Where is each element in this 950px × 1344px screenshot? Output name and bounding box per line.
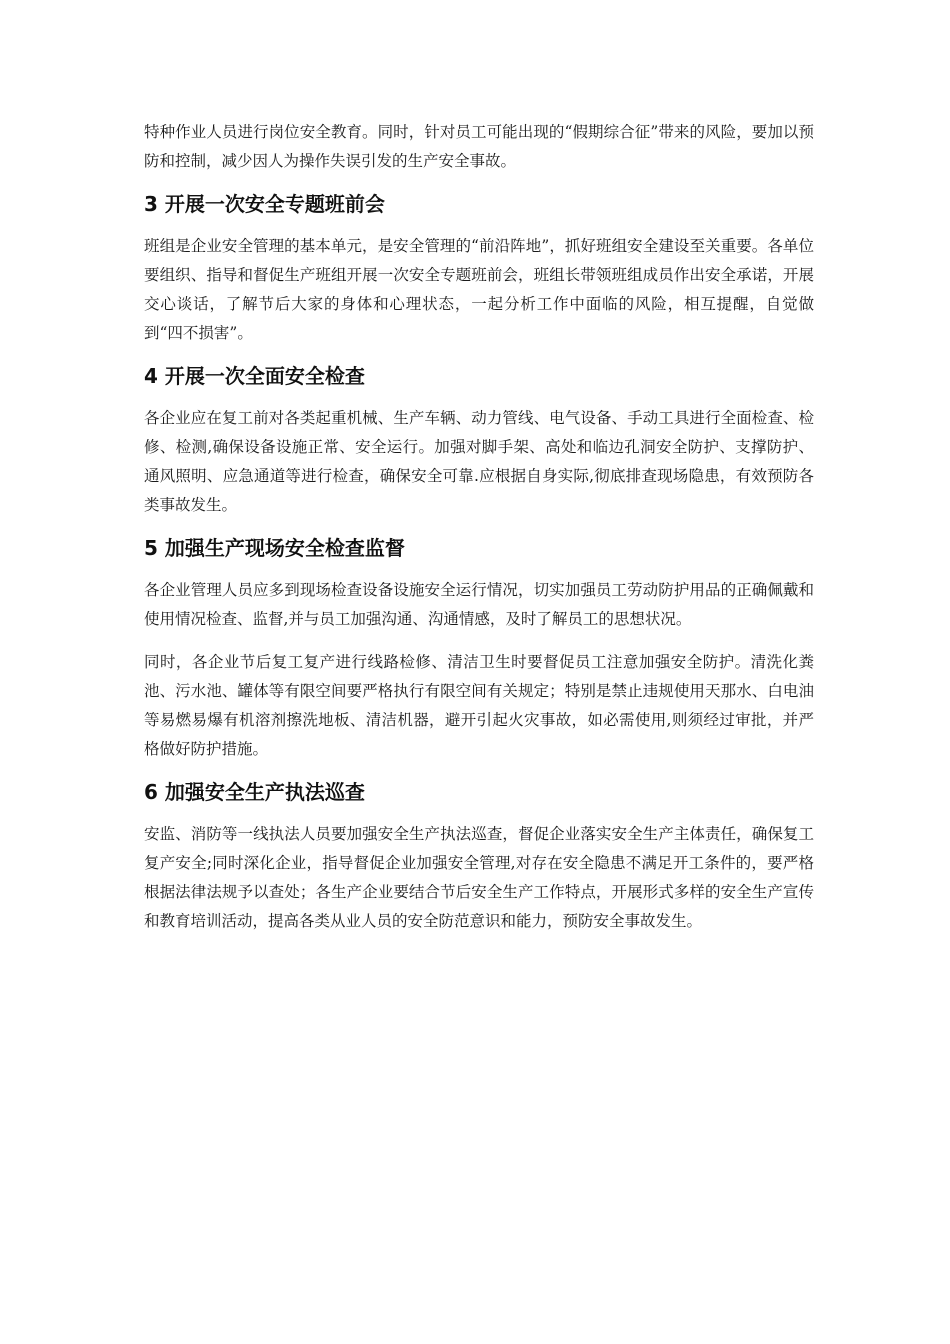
section-paragraph: 各企业应在复工前对各类起重机械、生产车辆、动力管线、电气设备、手动工具进行全面检查、检修、检测,确保设备设施正常、安全运行。加强对脚手架、高处和临边孔洞安全防护、支撑防护、通风照明、应急通道等进行检查，确保安全可靠.应根据自身实际,彻底排查现场隐患，有效预防各类事故发生。 <box>144 409 814 514</box>
section-paragraph: 安监、消防等一线执法人员要加强安全生产执法巡查，督促企业落实安全生产主体责任，确保复工复产安全;同时深化企业，指导督促企业加强安全管理,对存在安全隐患不满足开工条件的，要严格根据法律法规予以查处；各生产企业要结合节后安全生产工作特点，开展形式多样的安全生产宣传和教育培训活动，提高各类从业人员的安全防范意识和能力，预防安全事故发生。 <box>144 825 814 930</box>
section-3 <box>144 190 814 348</box>
section-heading: 3 开展一次安全专题班前会 <box>144 192 385 216</box>
section-heading: 6 加强安全生产执法巡查 <box>144 780 365 804</box>
section-6 <box>144 778 814 936</box>
document-body <box>144 118 814 950</box>
section-4 <box>144 362 814 520</box>
section-heading: 5 加强生产现场安全检查监督 <box>144 536 405 560</box>
section-paragraph: 班组是企业安全管理的基本单元，是安全管理的“前沿阵地”，抓好班组安全建设至关重要。各单位要组织、指导和督促生产班组开展一次安全专题班前会，班组长带领班组成员作出安全承诺，开展交心谈话，了解节后大家的身体和心理状态，一起分析工作中面临的风险，相互提醒，自觉做到“四不损害”。 <box>144 237 814 342</box>
section-paragraph: 各企业管理人员应多到现场检查设备设施安全运行情况，切实加强员工劳动防护用品的正确佩戴和使用情况检查、监督,并与员工加强沟通、沟通情感，及时了解员工的思想状况。 <box>144 581 814 628</box>
section-paragraph: 同时，各企业节后复工复产进行线路检修、清洁卫生时要督促员工注意加强安全防护。清洗化粪池、污水池、罐体等有限空间要严格执行有限空间有关规定；特别是禁止违规使用天那水、白电油等易燃易爆有机溶剂擦洗地板、清洁机器，避开引起火灾事故，如必需使用,则须经过审批，并严格做好防护措施。 <box>144 653 814 758</box>
section-5 <box>144 534 814 764</box>
section-heading: 4 开展一次全面安全检查 <box>144 364 365 388</box>
intro-paragraph: 特种作业人员进行岗位安全教育。同时，针对员工可能出现的“假期综合征”带来的风险，要加以预防和控制，减少因人为操作失误引发的生产安全事故。 <box>144 123 814 170</box>
